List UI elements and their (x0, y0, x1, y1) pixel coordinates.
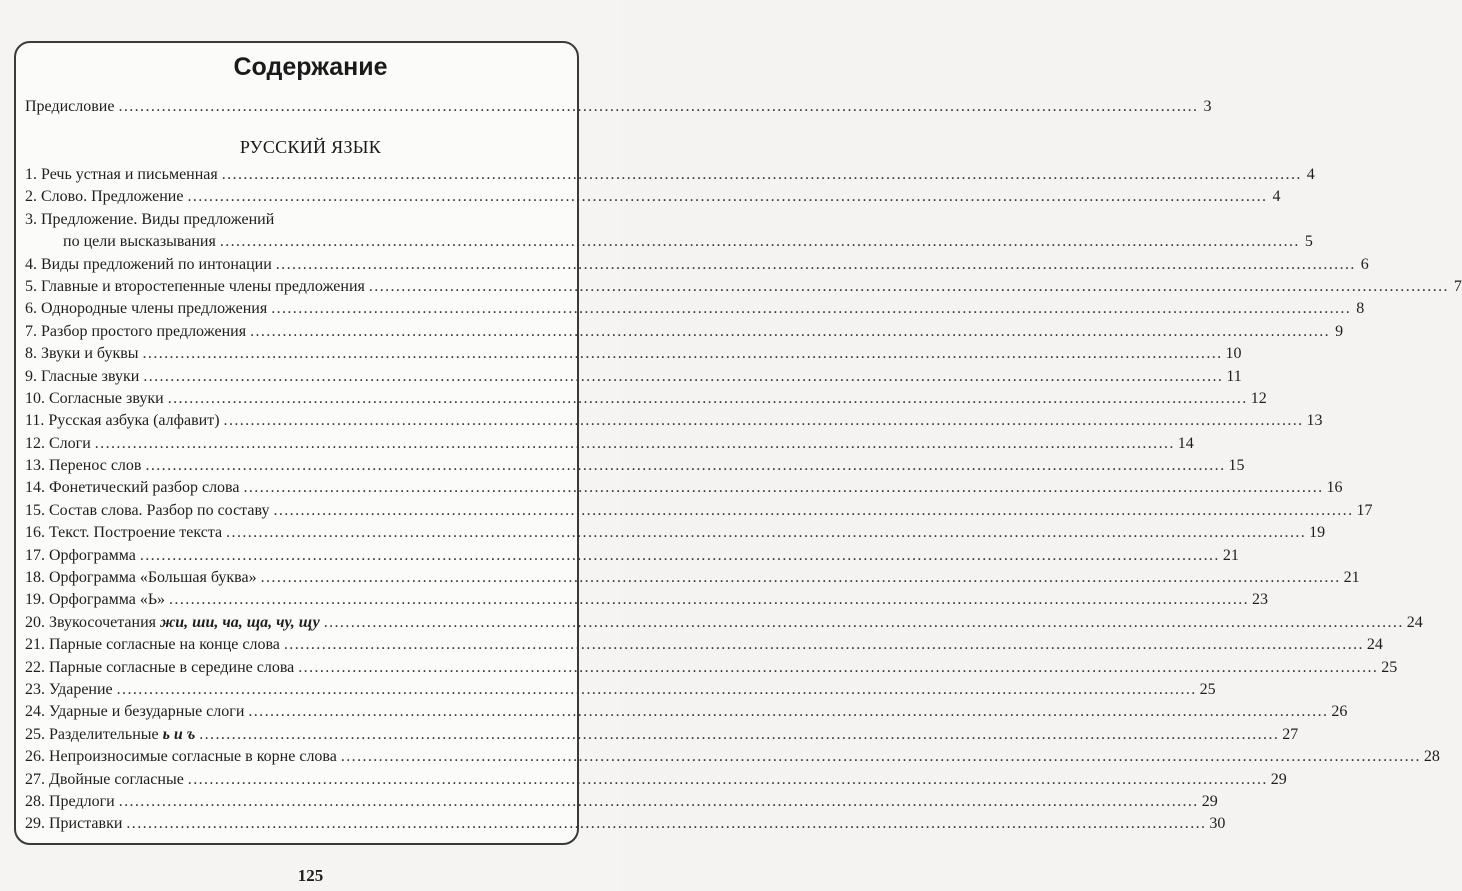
toc-row (25, 209, 558, 231)
toc-row (25, 701, 1348, 723)
leader-dots: ........................................................................................................................................................................................................ (142, 345, 1223, 363)
toc-row (25, 231, 1313, 253)
entry-label: Двойные согласные (49, 770, 184, 788)
entry-number: 25. (25, 725, 45, 743)
entry-page: 13 (1306, 412, 1323, 430)
toc-row (25, 366, 1242, 388)
entry-number: 2. (25, 188, 37, 206)
page-number: 125 (297, 866, 324, 885)
entry-page: 10 (1225, 345, 1242, 363)
leader-dots: ........................................................................................................................................................................................................ (221, 166, 1302, 183)
entry-label: Фонетический разбор слова (49, 479, 240, 497)
entry-number: 21. (25, 636, 45, 654)
entry-label: Ударение (49, 680, 113, 698)
entry-label: Разделительные (49, 725, 159, 743)
leader-dots: ........................................................................................................................................................................................................ (271, 300, 1352, 318)
entry-label: Разбор простого предложения (41, 322, 247, 340)
entry-number: 24. (25, 703, 45, 721)
entry-page: 25 (1199, 680, 1216, 698)
entry-page: 23 (1252, 591, 1269, 609)
entry-number: 12. (25, 434, 45, 452)
entry-number: 18. (25, 569, 45, 587)
leader-dots: ........................................................................................................................................................................................................ (340, 748, 1421, 766)
toc-row (25, 96, 1212, 118)
entry-page: 21 (1222, 546, 1239, 564)
entry-page: 7 (1453, 277, 1462, 295)
toc-row (25, 455, 1245, 477)
toc-row (25, 343, 1242, 365)
leader-dots: ........................................................................................................................................................................................................ (248, 703, 1329, 721)
entry-page: 6 (1360, 255, 1369, 273)
entry-label: Текст. Построение текста (49, 524, 223, 542)
entry-number: 29. (25, 815, 45, 833)
toc-row (25, 791, 1218, 813)
entry-label: Парные согласные на конце слова (49, 636, 280, 654)
entry-label-emphasis: ь и ъ (162, 725, 196, 743)
entry-page: 8 (1356, 300, 1365, 318)
entry-label: Виды предложений по интонации (41, 255, 272, 273)
entry-number: 14. (25, 479, 45, 497)
entry-page: 14 (1177, 434, 1194, 452)
leader-dots: ........................................................................................................................................................................................................ (139, 546, 1220, 564)
entry-number: 16. (25, 524, 45, 542)
entry-page: 29 (1270, 770, 1287, 788)
entry-page: 4 (1272, 188, 1281, 206)
entry-page: 27 (1282, 725, 1299, 743)
entry-number: 1. (25, 166, 37, 183)
page-title: Содержание (233, 53, 388, 81)
entry-number: 19. (25, 591, 45, 609)
toc-row (25, 746, 1440, 768)
toc-row (25, 186, 1281, 208)
leader-dots: ........................................................................................................................................................................................................ (260, 569, 1341, 587)
leader-dots: ........................................................................................................................................................................................................ (219, 233, 1300, 251)
leader-dots: ........................................................................................................................................................................................................ (118, 792, 1199, 810)
entry-page: 30 (1209, 815, 1226, 833)
entry-page: 12 (1250, 389, 1267, 407)
leader-dots: ........................................................................................................................................................................................................ (368, 277, 1449, 295)
entry-label: Перенос слов (49, 457, 142, 475)
entry-number: 23. (25, 680, 45, 698)
entry-number: 20. (25, 613, 45, 631)
entry-page: 25 (1381, 658, 1398, 676)
entry-label: Гласные звуки (41, 367, 140, 385)
toc-row (25, 769, 1287, 791)
entry-page: 24 (1366, 636, 1383, 654)
leader-dots: ........................................................................................................................................................................................................ (223, 412, 1304, 430)
entry-number: 9. (25, 367, 37, 385)
entry-page: 19 (1309, 524, 1326, 542)
leader-dots: ........................................................................................................................................................................................................ (243, 479, 1324, 497)
leader-dots: ........................................................................................................................................................................................................ (298, 658, 1379, 676)
leader-dots: ........................................................................................................................................................................................................ (126, 815, 1207, 833)
toc-row (25, 388, 1267, 410)
entry-label: Предлоги (49, 792, 115, 810)
toc-row (25, 724, 1299, 746)
entry-number: 26. (25, 748, 45, 766)
toc-row (25, 433, 1194, 455)
entry-label: Орфограмма «Ь» (49, 591, 166, 609)
entry-label: Главные и второстепенные члены предложения (41, 277, 365, 295)
section-title: РУССКИЙ ЯЗЫК (239, 137, 382, 157)
entry-number: 22. (25, 658, 45, 676)
leader-dots: ........................................................................................................................................................................................................ (94, 434, 1175, 452)
toc-row (25, 657, 1398, 679)
leader-dots: ........................................................................................................................................................................................................ (283, 636, 1364, 654)
toc-list (25, 164, 1462, 836)
leader-dots: ........................................................................................................................................................................................................ (250, 322, 1331, 340)
entry-label-emphasis: жи, ши, ча, ща, чу, щу (160, 613, 320, 631)
toc-row (25, 321, 1344, 343)
entry-number: 27. (25, 770, 45, 788)
toc-row (25, 500, 1373, 522)
entry-page: 9 (1335, 322, 1344, 340)
leader-dots: ........................................................................................................................................................................................................ (275, 255, 1356, 273)
entry-page: 26 (1331, 703, 1348, 721)
leader-dots: ........................................................................................................................................................................................................ (323, 613, 1404, 631)
entry-label: Орфограмма (49, 546, 136, 564)
entry-number: 5. (25, 277, 37, 295)
entry-page: 4 (1306, 166, 1315, 183)
entry-number: 13. (25, 457, 45, 475)
toc-row (25, 545, 1239, 567)
leader-dots: ........................................................................................................................................................................................................ (145, 457, 1226, 475)
leader-dots: ........................................................................................................................................................................................................ (118, 98, 1199, 115)
entry-number: 10. (25, 389, 45, 407)
leader-dots: ........................................................................................................................................................................................................ (116, 680, 1197, 698)
entry-label: Состав слова. Разбор по составу (49, 501, 270, 519)
leader-dots: ........................................................................................................................................................................................................ (167, 389, 1248, 407)
preface-entry (25, 96, 1212, 118)
leader-dots: ........................................................................................................................................................................................................ (226, 524, 1307, 542)
entry-label: Парные согласные в середине слова (49, 658, 295, 676)
entry-page: 28 (1423, 748, 1440, 766)
entry-label: Предложение. Виды предложений (41, 210, 275, 228)
preface-page: 3 (1203, 98, 1212, 115)
toc-row (25, 477, 1343, 499)
entry-number: 28. (25, 792, 45, 810)
entry-page: 5 (1304, 233, 1313, 251)
leader-dots: ........................................................................................................................................................................................................ (169, 591, 1250, 609)
entry-page: 17 (1356, 501, 1373, 519)
entry-page: 15 (1228, 457, 1245, 475)
entry-page: 29 (1201, 792, 1218, 810)
entry-number: 11. (25, 412, 45, 430)
entry-page: 11 (1226, 367, 1242, 385)
entry-label: Слоги (49, 434, 91, 452)
entry-label: Однородные члены предложения (41, 300, 268, 318)
entry-page: 16 (1326, 479, 1343, 497)
entry-number: 7. (25, 322, 37, 340)
entry-number: 6. (25, 300, 37, 318)
entry-number: 8. (25, 345, 37, 363)
toc-row (25, 522, 1326, 544)
entry-label: Непроизносимые согласные в корне слова (49, 748, 337, 766)
toc-row (25, 612, 1423, 634)
leader-dots: ........................................................................................................................................................................................................ (199, 725, 1280, 743)
toc-row (25, 276, 1462, 298)
entry-number: 15. (25, 501, 45, 519)
entry-label: Речь устная и письменная (41, 166, 218, 183)
entry-number: 3. (25, 210, 37, 228)
toc-row (25, 410, 1323, 432)
entry-page: 21 (1343, 569, 1360, 587)
entry-label: Согласные звуки (49, 389, 164, 407)
entry-number: 17. (25, 546, 45, 564)
entry-page: 24 (1406, 613, 1423, 631)
toc-row (25, 298, 1365, 320)
preface-label: Предисловие (25, 98, 115, 115)
entry-label: Русская азбука (алфавит) (48, 412, 220, 430)
toc-row (25, 634, 1383, 656)
leader-dots: ........................................................................................................................................................................................................ (187, 770, 1268, 788)
toc-row (25, 567, 1360, 589)
toc-row (25, 254, 1369, 276)
entry-label: Звукосочетания (49, 613, 156, 631)
toc-row (25, 679, 1216, 701)
entry-label: Орфограмма «Большая буква» (49, 569, 257, 587)
toc-row (25, 589, 1269, 611)
leader-dots: ........................................................................................................................................................................................................ (187, 188, 1268, 206)
entry-label: Ударные и безударные слоги (49, 703, 245, 721)
entry-label: Звуки и буквы (41, 345, 139, 363)
toc-row (25, 164, 1315, 186)
toc-row (25, 813, 1226, 835)
entry-label: по цели высказывания (63, 233, 216, 251)
entry-number: 4. (25, 255, 37, 273)
entry-label: Слово. Предложение (41, 188, 184, 206)
leader-dots: ........................................................................................................................................................................................................ (273, 501, 1354, 519)
entry-label: Приставки (49, 815, 123, 833)
leader-dots: ........................................................................................................................................................................................................ (143, 367, 1224, 385)
